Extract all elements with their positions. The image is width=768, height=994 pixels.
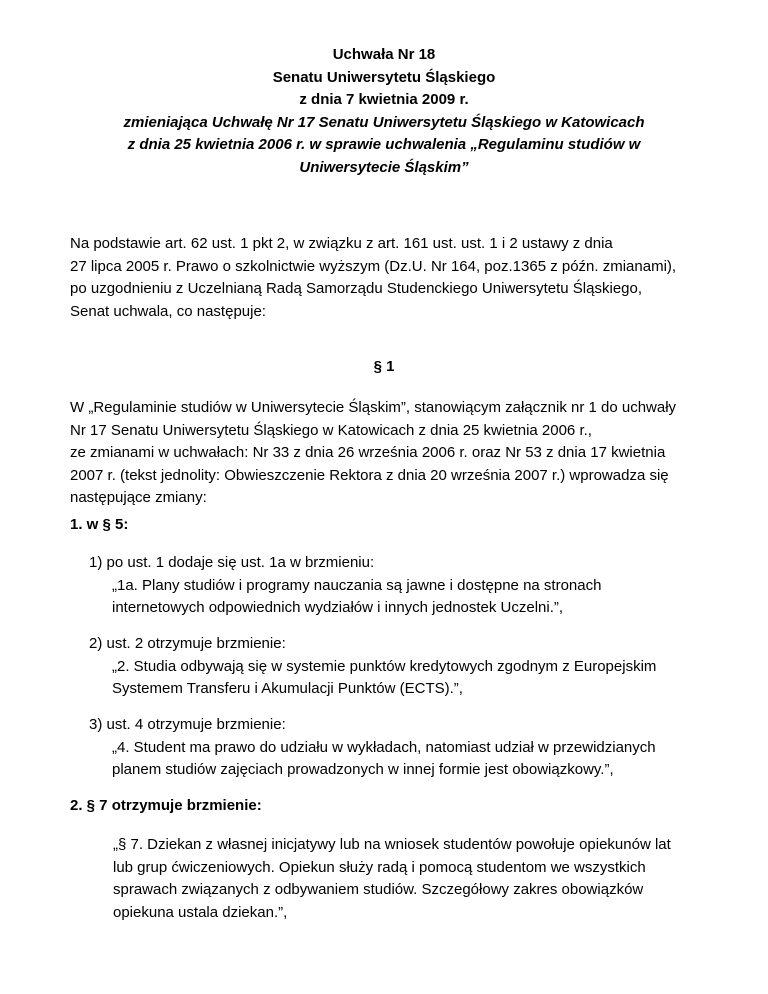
item-label: 2) ust. 2 otrzymuje brzmienie: (89, 635, 286, 652)
quote-line: „§ 7. Dziekan z własnej inicjatywy lub na wniosek studentów powołuje opiekunów lat (113, 836, 671, 853)
change-1-item-3 (89, 714, 709, 782)
item-quote-line: Systemem Transferu i Akumulacji Punktów (ECTS).”, (112, 680, 463, 697)
title-line-1: Uchwała Nr 18 (332, 46, 436, 63)
title-line-5: z dnia 25 kwietnia 2006 r. w sprawie uchwalenia „Regulaminu studiów w (127, 136, 641, 153)
section-symbol: § 1 (373, 358, 395, 375)
preamble-line: 27 lipca 2005 r. Prawo o szkolnictwie wyższym (Dz.U. Nr 164, poz.1365 z późn. zmianami), (70, 257, 677, 275)
quote-line: opiekuna ustala dziekan.”, (113, 903, 288, 921)
preamble-paragraph (70, 233, 710, 323)
preamble-line: Senat uchwala, co następuje: (70, 302, 266, 320)
item-quote-line: „1a. Plany studiów i programy nauczania są jawne i dostępne na stronach (112, 576, 602, 594)
document-title (0, 44, 768, 179)
intro-line: W „Regulaminie studiów w Uniwersytecie Śląskim”, stanowiącym załącznik nr 1 do uchwały (70, 399, 677, 416)
item-label: 3) ust. 4 otrzymuje brzmienie: (89, 716, 286, 733)
quote-line: lub grup ćwiczeniowych. Opiekun służy radą i pomocą studentom we wszystkich (113, 858, 646, 876)
intro-line: następujące zmiany: (70, 489, 207, 506)
item-quote-line: „2. Studia odbywają się w systemie punktów kredytowych zgodnym z Europejskim (112, 657, 657, 675)
item-quote-line: „4. Student ma prawo do udziału w wykładach, natomiast udział w przewidzianych (112, 738, 656, 756)
title-line-2: Senatu Uniwersytetu Śląskiego (272, 68, 496, 86)
intro-line: ze zmianami w uchwałach: Nr 33 z dnia 26 września 2006 r. oraz Nr 53 z dnia 17 kwietnia (70, 444, 666, 461)
change-1-heading: 1. w § 5: (70, 516, 129, 533)
preamble-line: po uzgodnieniu z Uczelnianą Radą Samorządu Studenckiego Uniwersytetu Śląskiego, (70, 280, 643, 297)
change-1-item-1 (89, 552, 709, 620)
preamble-line: Na podstawie art. 62 ust. 1 pkt 2, w związku z art. 161 ust. ust. 1 i 2 ustawy z dnia (70, 235, 613, 252)
item-quote-line: planem studiów zajęciach prowadzonych w innej formie jest obowiązkowy.”, (112, 761, 614, 778)
change-2-quote (113, 834, 713, 924)
section-intro-paragraph (70, 397, 710, 510)
intro-line: Nr 17 Senatu Uniwersytetu Śląskiego w Katowicach z dnia 25 kwietnia 2006 r., (70, 421, 592, 439)
title-line-6: Uniwersytecie Śląskim” (299, 158, 469, 176)
change-2-heading: 2. § 7 otrzymuje brzmienie: (70, 797, 262, 814)
title-line-3: z dnia 7 kwietnia 2009 r. (299, 91, 469, 108)
intro-line: 2007 r. (tekst jednolity: Obwieszczenie Rektora z dnia 20 września 2007 r.) wprowadza się (70, 466, 669, 484)
quote-line: sprawach związanych z odbywaniem studiów. Szczegółowy zakres obowiązków (113, 881, 644, 898)
change-1-item-2 (89, 633, 709, 701)
item-quote-line: internetowych odpowiednich wydziałów i innych jednostek Uczelni.”, (112, 599, 564, 616)
title-line-4: zmieniająca Uchwałę Nr 17 Senatu Uniwersytetu Śląskiego w Katowicach (123, 113, 645, 131)
item-label: 1) po ust. 1 dodaje się ust. 1a w brzmieniu: (89, 554, 375, 571)
